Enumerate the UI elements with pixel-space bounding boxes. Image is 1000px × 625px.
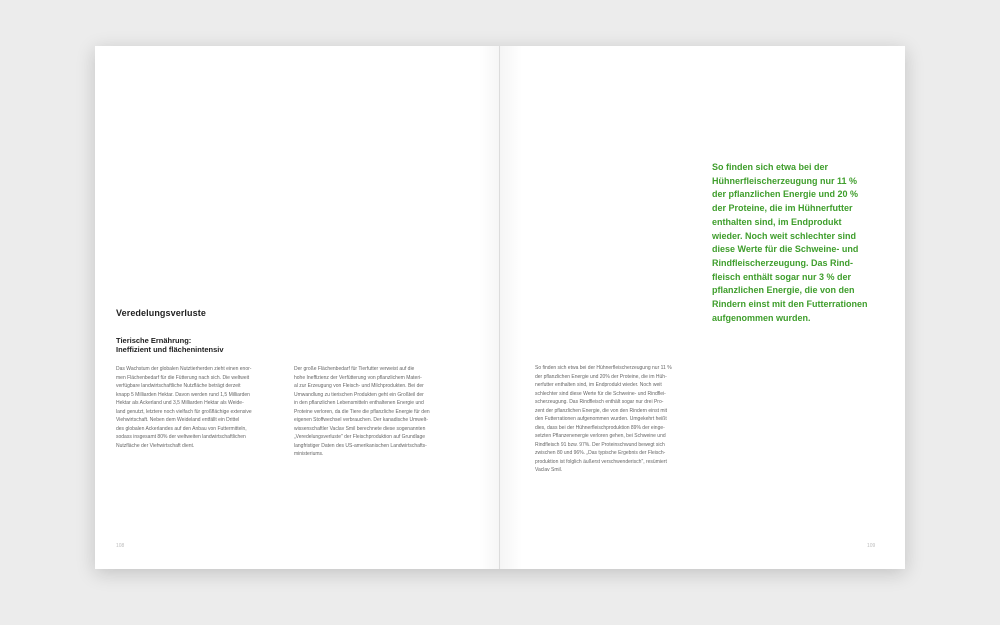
right-page (499, 46, 905, 569)
body-column-1: Das Wachstum der globalen Nutztierherden zieht einen enor- men Flächenbedarf für die Fütterung nach sich. Die weltweit verfügbare landwirtschaftliche Nutzfläche beträgt derzeit knapp 5 Milliarden Hektar. Davon werden rund 1,5 Milliarden Hektar als Ackerland und 3,5 Milliarden Hektar als Weide- land genutzt, letztere noch vielfach für großflächige extensive Viehwirtschaft. Neben dem Weideland entfällt ein Drittel des globalen Ackerlandes auf den Anbau von Futtermitteln, sodass insgesamt 80% der weltweiten landwirtschaftlichen Nutzfläche der Viehwirtschaft dient. (116, 366, 252, 449)
page-number-right: 109 (867, 543, 876, 549)
body-column-2: Der große Flächenbedarf für Tierfutter verweist auf die hohe Ineffizienz der Verfütterung von pflanzlichem Materi- al zur Erzeugung von Fleisch- und Milchprodukten. Bei der Umwandlung zu tierischen Produkten geht ein Großteil der in den pflanzlichen Lebensmitteln enthaltenen Energie und Proteine verloren, da die Tiere die pflanzliche Energie für den eigenen Stoffwechsel verbrauchen. Der kanadische Umwelt- wissenschaftler Vaclav Smil berechnete diese sogenannten „Veredelungsverluste" der Fleischproduktion auf Grundlage langfristiger Daten des US-amerikanischen Landwirtschafts- ministeriums. (294, 366, 430, 457)
gutter-shadow-right (500, 46, 522, 569)
gutter-shadow-left (479, 46, 499, 569)
page-number-left: 108 (116, 543, 125, 549)
subtitle (116, 336, 276, 354)
book-spread (95, 46, 905, 569)
pull-quote: So finden sich etwa bei der Hühnerfleischerzeugung nur 11 % der pflanzlichen Energie und 20 % der Proteine, die im Hühnerfutter enthalten sind, im Endprodukt wieder. Noch weit schlechter sind diese Werte für die Schweine- und Rindfleischerzeugung. Das Rind- fleisch enthält sogar nur 3 % der pflanzlichen Energie, die von den Rindern einst mit den Futterrationen aufgenommen wurden. (712, 162, 868, 323)
subtitle-line-2: Ineffizient und flächenintensiv (116, 345, 224, 354)
body-column-3: So finden sich etwa bei der Hühnerfleischerzeugung nur 11 % der pflanzlichen Energie und 20% der Proteine, die im Hüh- nerfutter enthalten sind, im Endprodukt wieder. Noch weit schlechter sind diese Werte für die Schweine- und Rindflei- scherzeugung. Das Rindfleisch enthält sogar nur drei Pro- zent der pflanzlichen Energie, die von den Rindern einst mit den Futterrationen aufgenommen wurden. Umgekehrt heißt dies, dass bei der Hühnerfleischproduktion 89% der einge- setzten Pflanzenenergie verloren gehen, bei Schweine und Rindfleisch 91 bzw. 97%. Der Proteinschwund bewegt sich zwischen 80 und 96%. „Das typische Ergebnis der Fleisch- produktion ist folglich äußerst verschwenderisch", resümiert Vaclav Smil. (535, 365, 672, 473)
book-gutter (499, 46, 500, 569)
subtitle-line-1: Tierische Ernährung: (116, 336, 192, 345)
section-title: Veredelungsverluste (116, 308, 206, 318)
left-page (95, 46, 499, 569)
